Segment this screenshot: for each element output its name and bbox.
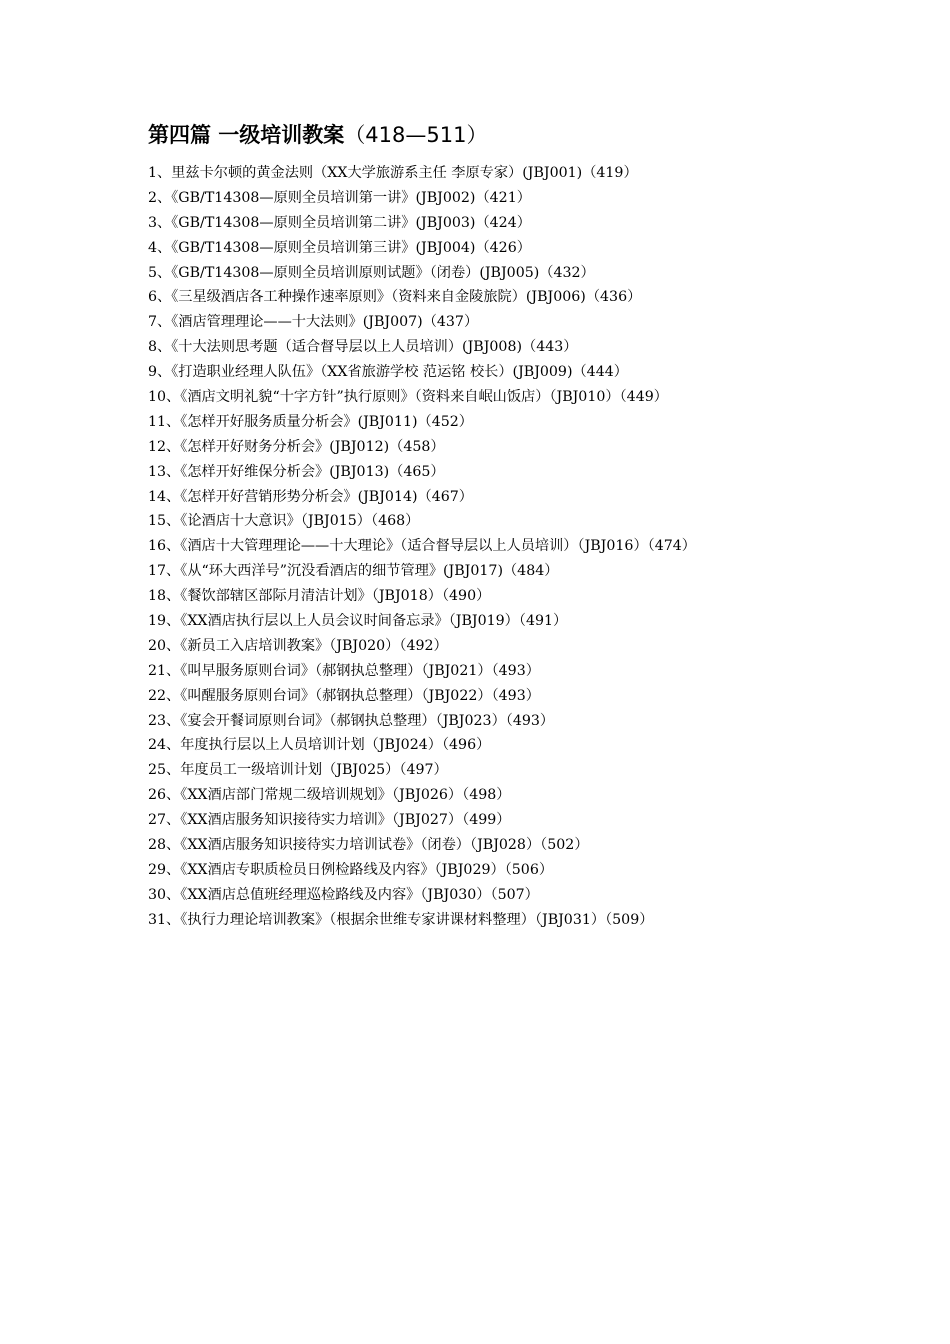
- toc-entry: 11、《怎样开好服务质量分析会》(JBJ011)（452）: [148, 413, 473, 430]
- toc-entry: 15、《论酒店十大意识》（JBJ015）（468）: [148, 513, 420, 530]
- toc-entry: 10、《酒店文明礼貌“十字方针”执行原则》（资料来自岷山饭店）（JBJ010）（449）: [148, 389, 668, 406]
- toc-entry: 9、《打造职业经理人队伍》（XX省旅游学校 范运铭 校长）(JBJ009)（444）: [148, 364, 628, 381]
- toc-entry: 24、年度执行层以上人员培训计划（JBJ024）（496）: [148, 737, 491, 754]
- toc-entry: 5、《GB/T14308—原则全员培训原则试题》（闭卷）(JBJ005)（432）: [148, 264, 595, 281]
- toc-entry: 19、《XX酒店执行层以上人员会议时间备忘录》（JBJ019）（491）: [148, 613, 568, 630]
- toc-entry: 1、里兹卡尔顿的黄金法则（XX大学旅游系主任 李原专家）(JBJ001)（419）: [148, 165, 638, 181]
- toc-entry: 29、《XX酒店专职质检员日例检路线及内容》（JBJ029）（506）: [148, 861, 554, 878]
- toc-entry: 26、《XX酒店部门常规二级培训规划》（JBJ026）（498）: [148, 787, 511, 804]
- toc-entry: 12、《怎样开好财务分析会》(JBJ012)（458）: [148, 438, 445, 455]
- toc-entry: 25、年度员工一级培训计划（JBJ025）（497）: [148, 762, 448, 779]
- toc-entry: 23、《宴会开餐词原则台词》（郝钢执总整理）（JBJ023）（493）: [148, 712, 555, 729]
- toc-entry: 4、《GB/T14308—原则全员培训第三讲》(JBJ004)（426）: [148, 239, 531, 256]
- toc-entry: 18、《餐饮部辖区部际月清洁计划》（JBJ018）（490）: [148, 588, 491, 605]
- section-title: [148, 119, 487, 151]
- toc-entry: 7、《酒店管理理论——十大法则》(JBJ007)（437）: [148, 314, 479, 331]
- toc-entry: 2、《GB/T14308—原则全员培训第一讲》(JBJ002)（421）: [148, 189, 531, 206]
- toc-entry: 14、《怎样开好营销形势分析会》(JBJ014)（467）: [148, 488, 473, 505]
- toc-entry: 3、《GB/T14308—原则全员培训第二讲》(JBJ003)（424）: [148, 214, 531, 231]
- toc-entry: 21、《叫早服务原则台词》（郝钢执总整理）（JBJ021）（493）: [148, 662, 540, 679]
- section-title-page-range: （418—511）: [344, 123, 488, 147]
- toc-entry: 27、《XX酒店服务知识接待实力培训》（JBJ027）（499）: [148, 812, 511, 829]
- toc-entry: 30、《XX酒店总值班经理巡检路线及内容》（JBJ030）（507）: [148, 886, 539, 903]
- table-of-contents: [148, 161, 928, 933]
- toc-entry: 16、《酒店十大管理理论——十大理论》（适合督导层以上人员培训）（JBJ016）（474）: [148, 538, 696, 555]
- toc-entry: 8、《十大法则思考题（适合督导层以上人员培训）(JBJ008)（443）: [148, 339, 578, 356]
- toc-entry: 28、《XX酒店服务知识接待实力培训试卷》（闭卷）（JBJ028）（502）: [148, 837, 589, 854]
- section-title-main: 第四篇 一级培训教案: [148, 123, 345, 147]
- toc-entry: 20、《新员工入店培训教案》（JBJ020）（492）: [148, 637, 448, 654]
- toc-entry: 22、《叫醒服务原则台词》（郝钢执总整理）（JBJ022）（493）: [148, 687, 540, 704]
- toc-entry: 31、《执行力理论培训教案》（根据余世维专家讲课材料整理）（JBJ031）（509）: [148, 911, 654, 928]
- toc-entry: 6、《三星级酒店各工种操作速率原则》（资料来自金陵旅院）(JBJ006)（436）: [148, 289, 642, 306]
- toc-entry: 13、《怎样开好维保分析会》(JBJ013)（465）: [148, 463, 445, 480]
- toc-entry: 17、《从“环大西洋号”沉没看酒店的细节管理》(JBJ017)（484）: [148, 563, 559, 580]
